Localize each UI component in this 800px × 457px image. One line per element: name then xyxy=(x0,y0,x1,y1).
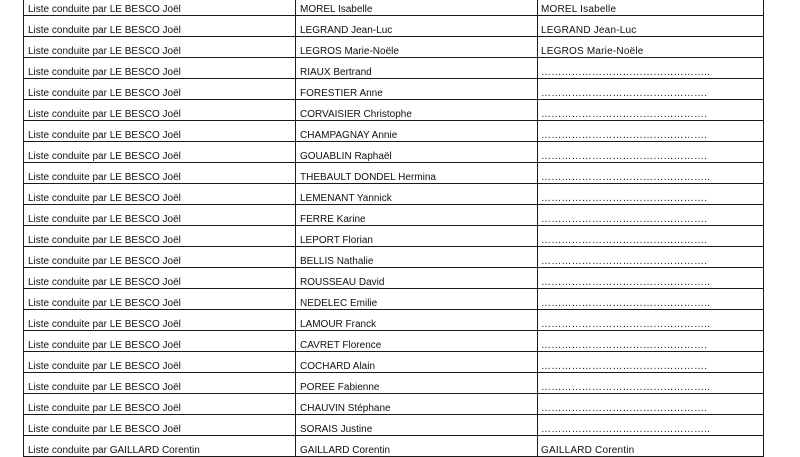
candidate-cell: FERRE Karine xyxy=(296,205,538,226)
table-row xyxy=(24,184,764,205)
table-row xyxy=(24,37,764,58)
candidate-cell: NEDELEC Emilie xyxy=(296,289,538,310)
signature-cell: ………………………………………….. xyxy=(538,58,764,79)
list-cell: Liste conduite par LE BESCO Joël xyxy=(24,226,296,247)
list-cell: Liste conduite par GAILLARD Corentin xyxy=(24,436,296,457)
list-cell: Liste conduite par LE BESCO Joël xyxy=(24,394,296,415)
table-row xyxy=(24,79,764,100)
signature-cell: ………………………………………….. xyxy=(538,289,764,310)
table-row xyxy=(24,289,764,310)
list-cell: Liste conduite par LE BESCO Joël xyxy=(24,37,296,58)
signature-cell: ………………………………………….. xyxy=(538,268,764,289)
list-cell: Liste conduite par LE BESCO Joël xyxy=(24,142,296,163)
candidate-cell: CAVRET Florence xyxy=(296,331,538,352)
list-cell: Liste conduite par LE BESCO Joël xyxy=(24,268,296,289)
candidate-cell: COCHARD Alain xyxy=(296,352,538,373)
signature-cell: …………………………………………. xyxy=(538,184,764,205)
candidate-cell: BELLIS Nathalie xyxy=(296,247,538,268)
candidate-cell: GAILLARD Corentin xyxy=(296,436,538,457)
table-row xyxy=(24,247,764,268)
list-cell: Liste conduite par LE BESCO Joël xyxy=(24,58,296,79)
table-row xyxy=(24,163,764,184)
candidates-table xyxy=(23,0,764,457)
list-cell: Liste conduite par LE BESCO Joël xyxy=(24,205,296,226)
signature-cell: …………………………………………. xyxy=(538,226,764,247)
list-cell: Liste conduite par LE BESCO Joël xyxy=(24,247,296,268)
list-cell: Liste conduite par LE BESCO Joël xyxy=(24,0,296,16)
candidate-cell: CHAMPAGNAY Annie xyxy=(296,121,538,142)
table-row xyxy=(24,58,764,79)
table-row xyxy=(24,226,764,247)
candidate-cell: LEPORT Florian xyxy=(296,226,538,247)
table-row xyxy=(24,142,764,163)
list-cell: Liste conduite par LE BESCO Joël xyxy=(24,415,296,436)
signature-cell: GAILLARD Corentin xyxy=(538,436,764,457)
table-row xyxy=(24,0,764,16)
candidate-cell: SORAIS Justine xyxy=(296,415,538,436)
table-row xyxy=(24,268,764,289)
table-row xyxy=(24,394,764,415)
candidate-cell: MOREL Isabelle xyxy=(296,0,538,16)
list-cell: Liste conduite par LE BESCO Joël xyxy=(24,352,296,373)
list-cell: Liste conduite par LE BESCO Joël xyxy=(24,100,296,121)
candidate-cell: CHAUVIN Stéphane xyxy=(296,394,538,415)
signature-cell: LEGRAND Jean-Luc xyxy=(538,16,764,37)
signature-cell: MOREL Isabelle xyxy=(538,0,764,16)
candidate-cell: LEGRAND Jean-Luc xyxy=(296,16,538,37)
list-cell: Liste conduite par LE BESCO Joël xyxy=(24,163,296,184)
list-cell: Liste conduite par LE BESCO Joël xyxy=(24,310,296,331)
signature-cell: …………………………………………. xyxy=(538,247,764,268)
list-cell: Liste conduite par LE BESCO Joël xyxy=(24,79,296,100)
table-row xyxy=(24,121,764,142)
table-row xyxy=(24,373,764,394)
signature-cell: …………………………………………. xyxy=(538,352,764,373)
signature-cell: …………………………………………. xyxy=(538,121,764,142)
candidate-cell: ROUSSEAU David xyxy=(296,268,538,289)
candidate-cell: FORESTIER Anne xyxy=(296,79,538,100)
signature-cell: …………………………………………. xyxy=(538,331,764,352)
candidate-cell: POREE Fabienne xyxy=(296,373,538,394)
candidate-cell: LEMENANT Yannick xyxy=(296,184,538,205)
table-row xyxy=(24,352,764,373)
signature-cell: …………………………………………. xyxy=(538,205,764,226)
list-cell: Liste conduite par LE BESCO Joël xyxy=(24,16,296,37)
table-row xyxy=(24,436,764,457)
signature-cell: ………………………………………….. xyxy=(538,415,764,436)
table-row xyxy=(24,100,764,121)
candidate-cell: LEGROS Marie-Noële xyxy=(296,37,538,58)
candidate-cell: GOUABLIN Raphaël xyxy=(296,142,538,163)
signature-cell: …………………………………………. xyxy=(538,100,764,121)
table-row xyxy=(24,415,764,436)
candidate-cell: LAMOUR Franck xyxy=(296,310,538,331)
candidate-cell: RIAUX Bertrand xyxy=(296,58,538,79)
signature-cell: LEGROS Marie-Noële xyxy=(538,37,764,58)
signature-cell: …………………………………………. xyxy=(538,394,764,415)
signature-cell: …………………………………………. xyxy=(538,79,764,100)
candidate-cell: CORVAISIER Christophe xyxy=(296,100,538,121)
list-cell: Liste conduite par LE BESCO Joël xyxy=(24,289,296,310)
candidate-cell: THEBAULT DONDEL Hermina xyxy=(296,163,538,184)
table-row xyxy=(24,16,764,37)
signature-cell: ………………………………………….. xyxy=(538,163,764,184)
signature-cell: …………………………………………. xyxy=(538,142,764,163)
table-row xyxy=(24,205,764,226)
candidates-table-body xyxy=(24,0,764,457)
table-row xyxy=(24,310,764,331)
table-row xyxy=(24,331,764,352)
list-cell: Liste conduite par LE BESCO Joël xyxy=(24,184,296,205)
list-cell: Liste conduite par LE BESCO Joël xyxy=(24,331,296,352)
signature-cell: ………………………………………….. xyxy=(538,373,764,394)
list-cell: Liste conduite par LE BESCO Joël xyxy=(24,121,296,142)
list-cell: Liste conduite par LE BESCO Joël xyxy=(24,373,296,394)
signature-cell: ………………………………………….. xyxy=(538,310,764,331)
